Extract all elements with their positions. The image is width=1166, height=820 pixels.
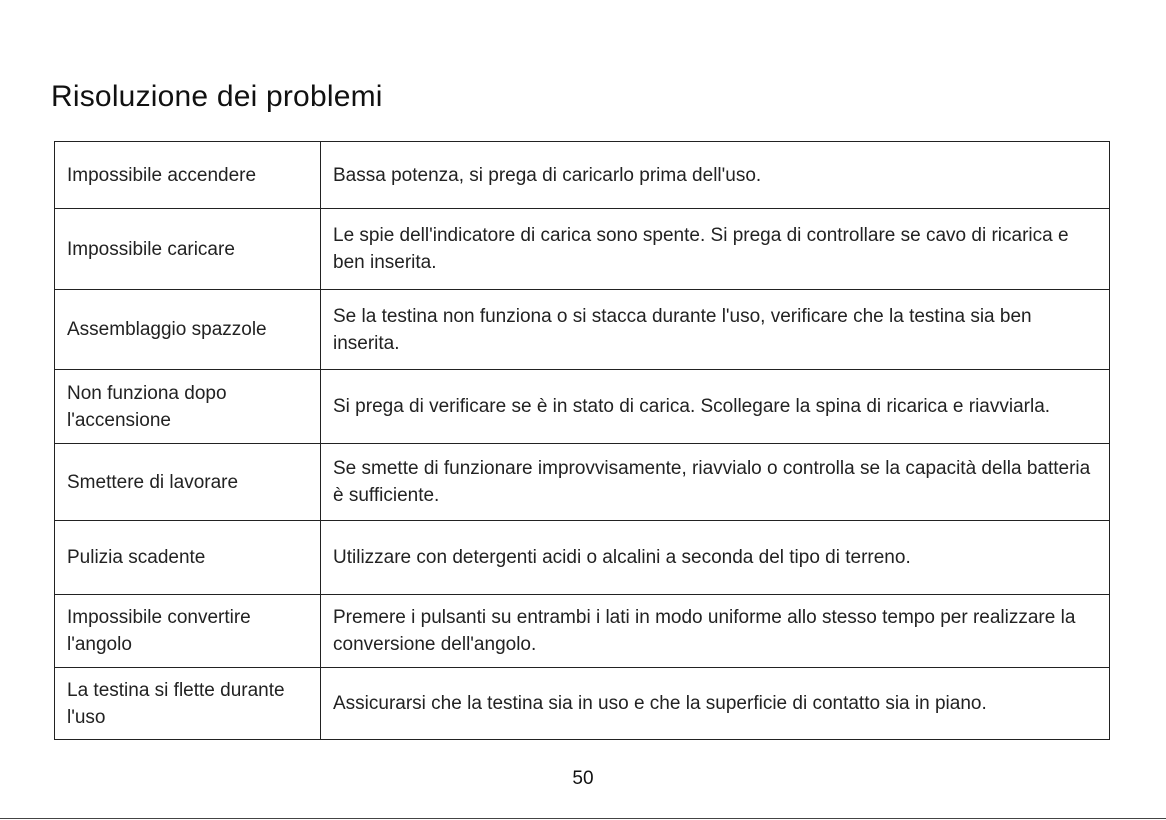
solution-cell: Se la testina non funziona o si stacca durante l'uso, verificare che la testina sia ben inserita. [321, 290, 1110, 370]
table-row [55, 290, 1110, 370]
table-row [55, 595, 1110, 668]
problem-cell: La testina si flette durante l'uso [55, 668, 321, 740]
solution-cell: Bassa potenza, si prega di caricarlo prima dell'uso. [321, 142, 1110, 209]
solution-cell: Si prega di verificare se è in stato di carica. Scollegare la spina di ricarica e riavviarla. [321, 370, 1110, 444]
table-row [55, 370, 1110, 444]
table-row [55, 142, 1110, 209]
problem-cell: Assemblaggio spazzole [55, 290, 321, 370]
table-row [55, 668, 1110, 740]
troubleshooting-table [54, 141, 1110, 740]
bottom-divider [0, 818, 1166, 819]
table-row [55, 209, 1110, 290]
problem-cell: Pulizia scadente [55, 521, 321, 595]
problem-cell: Smettere di lavorare [55, 444, 321, 521]
solution-cell: Assicurarsi che la testina sia in uso e che la superficie di contatto sia in piano. [321, 668, 1110, 740]
solution-cell: Le spie dell'indicatore di carica sono spente. Si prega di controllare se cavo di ricarica e ben inserita. [321, 209, 1110, 290]
problem-cell: Impossibile caricare [55, 209, 321, 290]
page-title: Risoluzione dei problemi [51, 80, 383, 113]
table-row [55, 444, 1110, 521]
solution-cell: Premere i pulsanti su entrambi i lati in modo uniforme allo stesso tempo per realizzare la conversione dell'angolo. [321, 595, 1110, 668]
page-number: 50 [572, 768, 594, 789]
solution-cell: Utilizzare con detergenti acidi o alcalini a seconda del tipo di terreno. [321, 521, 1110, 595]
solution-cell: Se smette di funzionare improvvisamente, riavvialo o controlla se la capacità della batteria è sufficiente. [321, 444, 1110, 521]
table-row [55, 521, 1110, 595]
problem-cell: Impossibile accendere [55, 142, 321, 209]
problem-cell: Impossibile convertire l'angolo [55, 595, 321, 668]
problem-cell: Non funziona dopo l'accensione [55, 370, 321, 444]
